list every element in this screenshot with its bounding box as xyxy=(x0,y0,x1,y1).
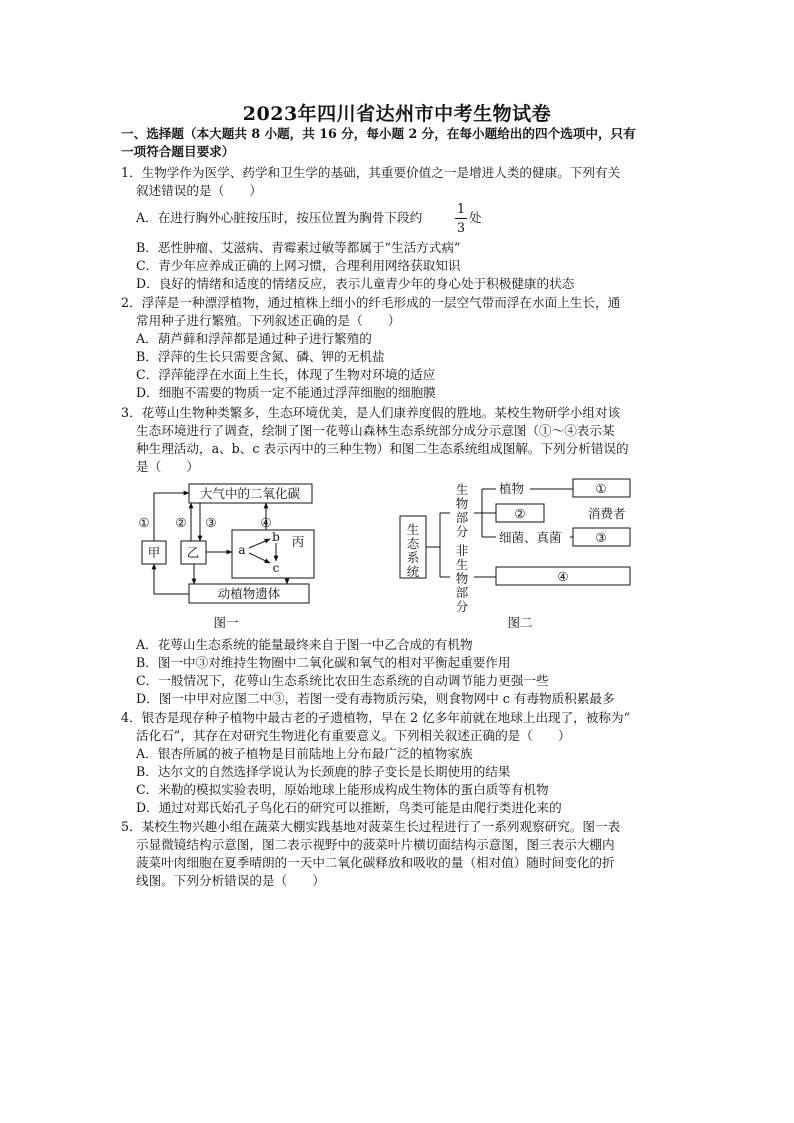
process-1-label: ① xyxy=(138,515,150,530)
q1-fraction-numerator: 1 xyxy=(456,201,465,216)
q2-stem-cont: 常用种子进行繁殖。下列叙述正确的是（ ） xyxy=(136,313,401,328)
nonbio-part-char-3: 物 xyxy=(455,571,469,586)
figure-one-caption: 图一 xyxy=(213,615,239,630)
q3-option-a: A．花萼山生态系统的能量最终来自于图一中乙合成的有机物 xyxy=(136,637,473,652)
figure-two-caption: 图二 xyxy=(507,615,533,630)
fig2-slot-2: ② xyxy=(514,506,526,521)
q2-stem: 2．浮萍是一种漂浮植物，通过植株上细小的纤毛形成的一层空气带而浮在水面上生长，通 xyxy=(121,295,621,310)
q4-option-c: C．米勒的模拟实验表明，原始地球上能形成构成生物体的蛋白质等有机物 xyxy=(136,782,549,797)
nonbio-part-char-4: 部 xyxy=(455,585,469,600)
q2-option-b: B．浮萍的生长只需要含氮、磷、钾的无机盐 xyxy=(136,349,385,364)
q3-option-d: D．图一中甲对应图二中③，若图一受有毒物质污染，则食物网中 c 有毒物质积累最多 xyxy=(136,691,615,706)
q2-option-a: A．葫芦藓和浮萍都是通过种子进行繁殖的 xyxy=(136,331,372,346)
q3-option-c: C．一般情况下，花萼山生态系统比农田生态系统的自动调节能力更强一些 xyxy=(136,673,549,688)
q1-option-a: A．在进行胸外心脏按压时，按压位置为胸骨下段约 xyxy=(136,210,423,225)
fig2-slot-1: ① xyxy=(595,481,607,496)
section-heading: 一、选择题（本大题共 8 小题，共 16 分，每小题 2 分，在每小题给出的四个选项中，只有 xyxy=(121,126,636,141)
bio-part-char-3: 部 xyxy=(455,510,469,525)
arrow-remains-jia xyxy=(154,564,189,594)
co2-label: 大气中的二氧化碳 xyxy=(199,486,301,501)
q5-stem-cont3: 线图。下列分析错误的是（ ） xyxy=(136,873,325,888)
ecosystem-char-4: 统 xyxy=(406,564,420,579)
jia-label: 甲 xyxy=(147,545,161,560)
ecosystem-char-2: 态 xyxy=(406,536,420,551)
q1-option-a-tail: 处 xyxy=(469,210,482,225)
q4-option-a: A．银杏所属的被子植物是目前陆地上分布最广泛的植物家族 xyxy=(136,746,473,761)
q4-option-d: D．通过对郑氏始孔子鸟化石的研究可以推断，鸟类可能是由爬行类进化来的 xyxy=(136,800,562,815)
process-3-label: ③ xyxy=(205,515,217,530)
page-title: 2023年四川省达州市中考生物试卷 xyxy=(242,103,552,125)
consumer-label: 消费者 xyxy=(588,506,626,521)
q3-stem-cont3: 是（ ） xyxy=(136,459,199,474)
q5-stem: 5．某校生物兴趣小组在蔬菜大棚实践基地对菠菜生长过程进行了一系列观察研究。图一表 xyxy=(121,819,621,834)
process-4-label: ④ xyxy=(260,515,272,530)
q4-option-b: B．达尔文的自然选择学说认为长颈鹿的脖子变长是长期使用的结果 xyxy=(136,764,511,779)
q1-fraction-denominator: 3 xyxy=(456,220,465,235)
bing-label: 丙 xyxy=(291,534,305,549)
arrow-a-b xyxy=(249,539,270,548)
fig2-slot-3: ③ xyxy=(595,530,607,545)
section-heading-cont: 一项符合题目要求） xyxy=(121,144,235,159)
q2-option-c: C．浮萍能浮在水面上生长，体现了生物对环境的适应 xyxy=(136,367,436,382)
nonbio-part-char-5: 分 xyxy=(455,599,469,614)
q4-stem: 4．银杏是现存种子植物中最古老的孑遗植物，早在 2 亿多年前就在地球上出现了，被称为“ xyxy=(121,710,631,725)
nonbio-part-char-2: 生 xyxy=(455,557,469,572)
bio-part-char-2: 物 xyxy=(455,496,469,511)
q3-stem-cont2: 种生理活动，a、b、c 表示丙中的三种生物）和图二生态系统组成图解。下列分析错误的 xyxy=(136,441,629,456)
remains-label: 动植物遗体 xyxy=(217,586,281,601)
q4-stem-cont: 活化石”，其存在对研究生物进化有重要意义。下列相关叙述正确的是（ ） xyxy=(136,728,571,743)
org-c-label: c xyxy=(272,561,280,575)
q5-stem-cont2: 菠菜叶肉细胞在夏季晴朗的一天中二氧化碳释放和吸收的量（相对值）随时间变化的折 xyxy=(136,855,615,870)
q1-stem: 1．生物学作为医学、药学和卫生学的基础，其重要价值之一是增进人类的健康。下列有关 xyxy=(121,165,621,180)
arrow-a-c xyxy=(249,553,270,563)
nonbio-part-char-1: 非 xyxy=(455,543,469,558)
q1-option-b: B．恶性肿瘤、艾滋病、青霉素过敏等都属于“生活方式病” xyxy=(136,240,461,255)
q1-option-d: D．良好的情绪和适度的情绪反应，表示儿童青少年的身心处于积极健康的状态 xyxy=(136,276,575,291)
org-a-label: a xyxy=(238,543,246,557)
q2-option-d: D．细胞不需要的物质一定不能通过浮萍细胞的细胞膜 xyxy=(136,385,436,400)
q1-stem-cont: 叙述错误的是（ ） xyxy=(136,183,262,198)
yi-label: 乙 xyxy=(186,545,200,560)
org-b-label: b xyxy=(272,530,280,544)
q3-stem-cont1: 生态环境进行了调查，绘制了图一花萼山森林生态系统部分成分示意图（①～④表示某 xyxy=(136,423,615,438)
process-2-label: ② xyxy=(175,515,187,530)
bio-part-char-1: 生 xyxy=(455,482,469,497)
q3-option-b: B．图一中③对维持生物圈中二氧化碳和氧气的相对平衡起重要作用 xyxy=(136,655,511,670)
ecosystem-char-1: 生 xyxy=(406,522,420,537)
q1-option-c: C．青少年应养成正确的上网习惯，合理利用网络获取知识 xyxy=(136,258,461,273)
decomposer-label: 细菌、真菌 xyxy=(499,530,562,545)
fig2-slot-4: ④ xyxy=(557,569,569,584)
q3-stem: 3．花萼山生物种类繁多，生态环境优美，是人们康养度假的胜地。某校生物研学小组对该 xyxy=(121,405,621,420)
bio-part-char-4: 分 xyxy=(455,524,469,539)
q5-stem-cont1: 示显微镜结构示意图，图二表示视野中的菠菜叶片横切面结构示意图，图三表示大棚内 xyxy=(136,837,615,852)
ecosystem-char-3: 系 xyxy=(406,550,420,565)
plant-label: 植物 xyxy=(499,481,525,496)
